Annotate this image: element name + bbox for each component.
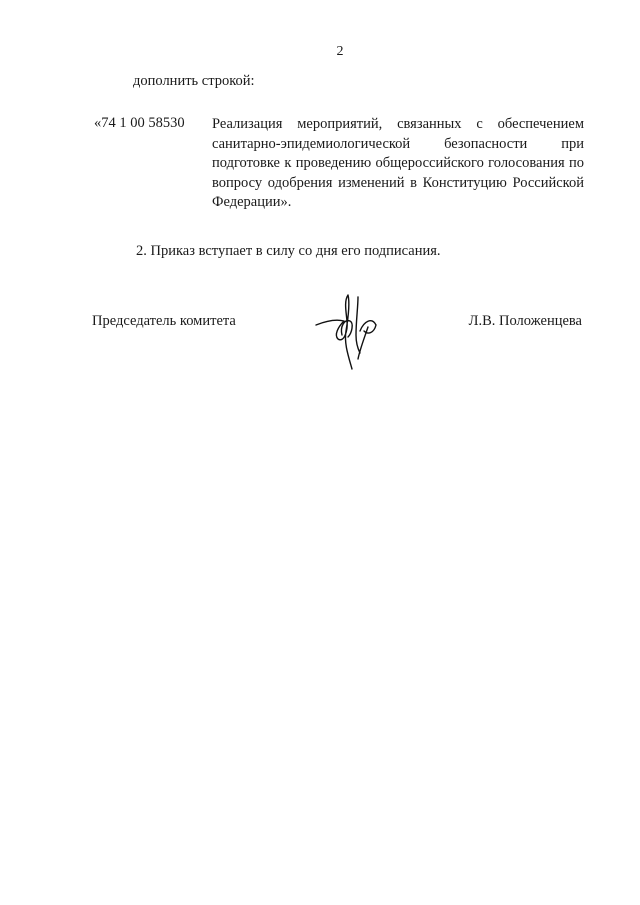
budget-description: Реализация мероприятий, связанных с обеспечением санитарно-эпидемиологической безопасности при подготовке к проведению общероссийского голосования по вопросу одобрения изменений в Конституцию Российской Федерации».: [212, 116, 584, 210]
budget-code: «74 1 00 58530: [94, 115, 185, 131]
page-number: 2: [336, 44, 344, 59]
signatory-position: Председатель комитета: [92, 313, 236, 329]
signature-block: [92, 313, 582, 373]
intro-text: дополнить строкой:: [133, 73, 255, 89]
clause-2: 2. Приказ вступает в силу со дня его подписания.: [136, 243, 441, 259]
signatory-name: Л.В. Положенцева: [468, 313, 582, 329]
handwritten-signature: [314, 291, 394, 371]
